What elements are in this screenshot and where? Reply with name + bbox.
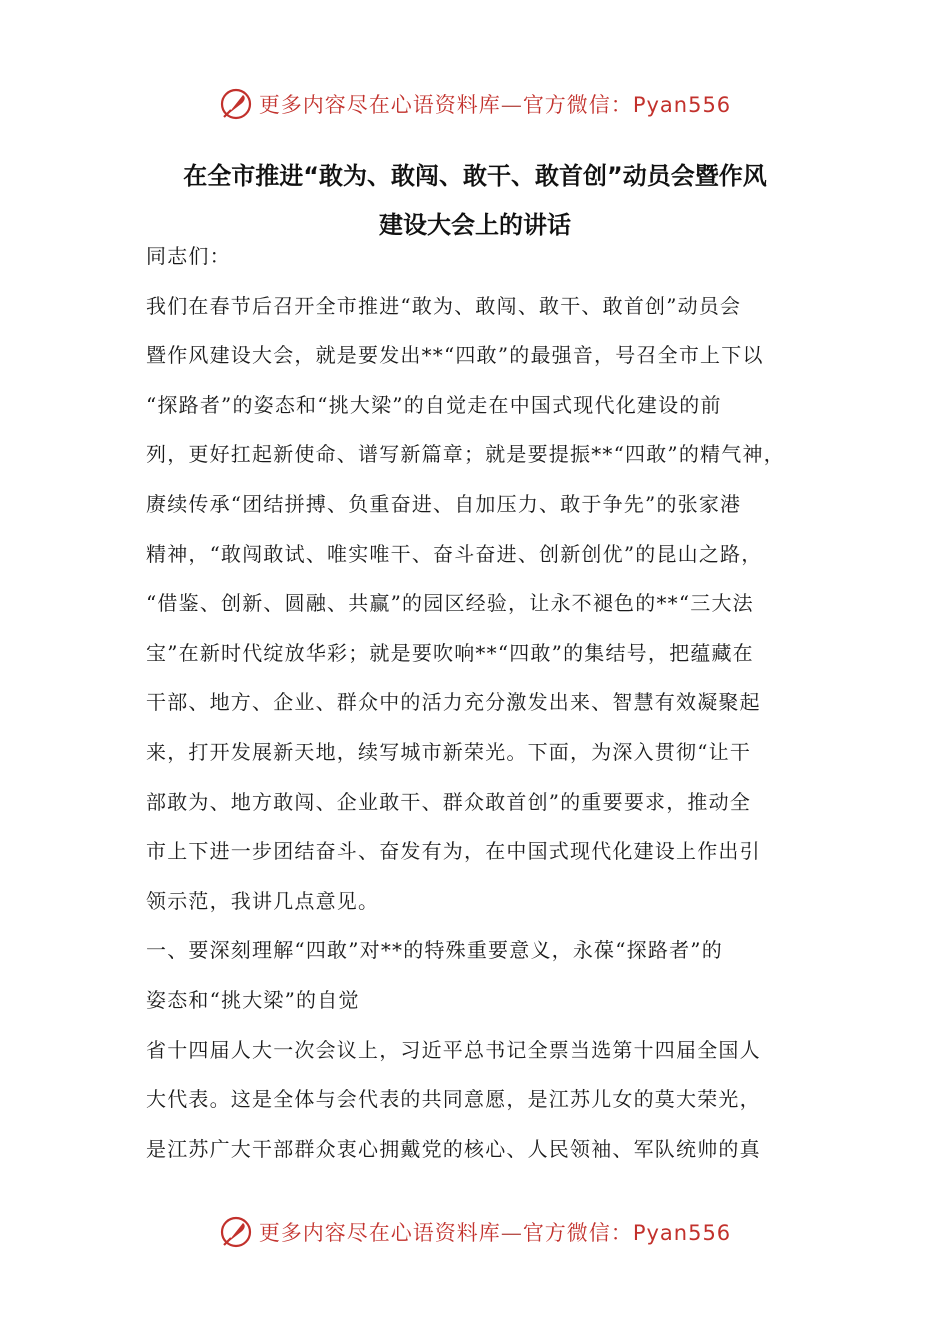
body-line: 领示范，我讲几点意见。: [146, 888, 380, 913]
body-line: “借鉴、创新、圆融、共赢”的园区经验，让永不褪色的**“三大法: [146, 591, 754, 616]
watermark-text: 更多内容尽在心语资料库—官方微信：Pyan556: [258, 93, 732, 117]
quill-logo-icon: [219, 87, 253, 121]
body-line: 暨作风建设大会，就是要发出**“四敢”的最强音，号召全市上下以: [146, 343, 764, 368]
body-line: 省十四届人大一次会议上，习近平总书记全票当选第十四届全国人: [146, 1037, 761, 1062]
body-line: 来，打开发展新天地，续写城市新荣光。下面，为深入贯彻“让干: [146, 739, 752, 764]
body-line: 部敢为、地方敢闯、企业敢干、群众敢首创”的重要要求，推动全: [146, 789, 752, 814]
quill-logo-icon: [219, 1215, 253, 1249]
body-line: “探路者”的姿态和“挑大梁”的自觉走在中国式现代化建设的前: [146, 392, 722, 417]
body-line: 是江苏广大干部群众衷心拥戴党的核心、人民领袖、军队统帅的真: [146, 1136, 761, 1161]
document-title-line-2: 建设大会上的讲话: [379, 211, 571, 239]
body-line: 大代表。这是全体与会代表的共同意愿，是江苏儿女的莫大荣光，: [146, 1087, 761, 1112]
body-line: 市上下进一步团结奋斗、奋发有为，在中国式现代化建设上作出引: [146, 839, 761, 864]
body-line: 我们在春节后召开全市推进“敢为、敢闯、敢干、敢首创”动员会: [146, 293, 742, 318]
header-watermark: [0, 84, 950, 124]
section-heading: 一、要深刻理解“四敢”对**的特殊重要意义，永葆“探路者”的: [146, 938, 723, 963]
body-line: 同志们：: [146, 244, 231, 268]
footer-watermark: [0, 1212, 950, 1252]
body-line: 赓续传承“团结拼搏、负重奋进、自加压力、敢于争先”的张家港: [146, 491, 742, 516]
body-line: 列，更好扛起新使命、谱写新篇章；就是要提振**“四敢”的精气神，: [146, 442, 785, 467]
document-body: [146, 232, 816, 1174]
document-title-line-1: 在全市推进“敢为、敢闯、敢干、敢首创”动员会暨作风: [183, 162, 767, 190]
body-line: 干部、地方、企业、群众中的活力充分激发出来、智慧有效凝聚起: [146, 690, 761, 715]
section-heading: 姿态和“挑大梁”的自觉: [146, 987, 360, 1012]
watermark-text: 更多内容尽在心语资料库—官方微信：Pyan556: [258, 1221, 732, 1245]
body-line: 精神，“敢闯敢试、唯实唯干、奋斗奋进、创新创优”的昆山之路，: [146, 541, 763, 566]
body-line: 宝”在新时代绽放华彩；就是要吹响**“四敢”的集结号，把蕴藏在: [146, 640, 754, 665]
